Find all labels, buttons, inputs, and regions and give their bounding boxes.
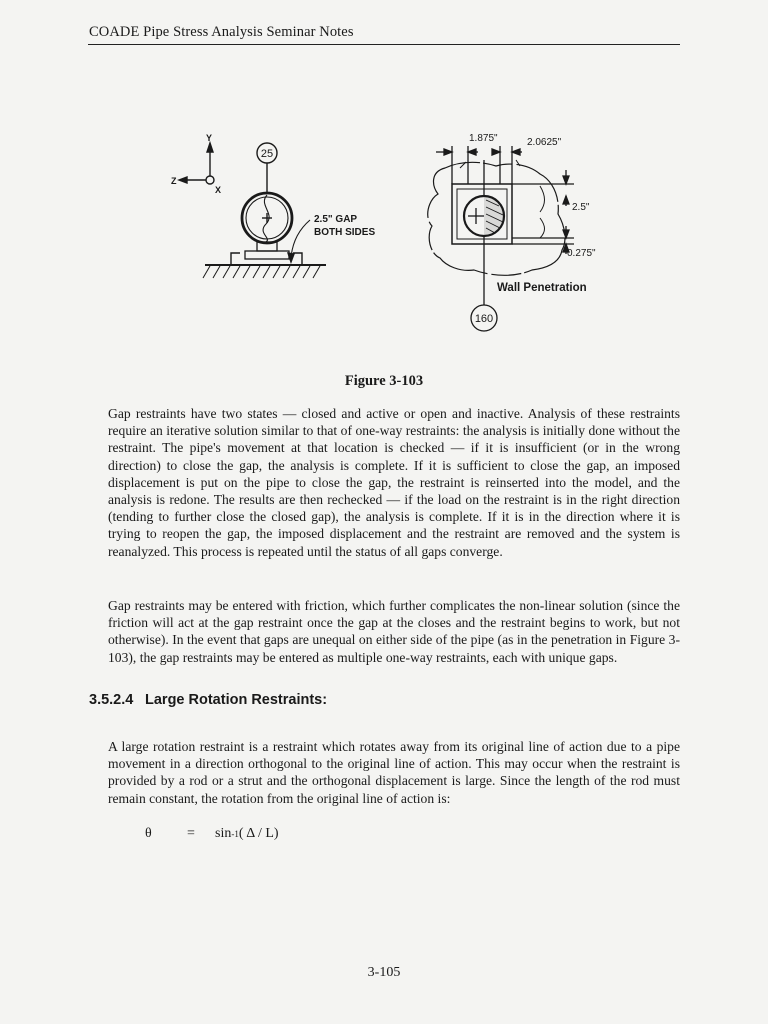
section-number: 3.5.2.4 [89,692,134,708]
equation-arguments: ( Δ / L) [238,826,279,841]
dim-25: 2.5" [572,202,590,213]
section-title: Large Rotation Restraints: [145,692,328,708]
axis-x-label: X [215,185,222,195]
running-header: COADE Pipe Stress Analysis Seminar Notes [89,24,354,40]
equation-symbol: θ [145,826,152,841]
figure-3-103 [0,0,768,370]
wall-penetration-drawing [428,146,574,331]
node-number-25: 25 [260,148,274,160]
dim-20625: 2.0625" [527,137,562,148]
paragraph-gap-friction: Gap restraints may be entered with friction, which further complicates the non-linear solution (since the friction will act at the gap restraint once the gap at the closes and the restraint begins to work, but not otherwise). In the event that gaps are unequal on either side of the pipe (as in the penetration in Figure 3-103), the gap restraints may be entered as multiple one-way restraints, each with unique gaps. [108,598,680,665]
paragraph-gap-states: Gap restraints have two states — closed and active or open and inactive. Analysis of these restraints require an iterative solution similar to that of one-way restraints: the analysis is initially done without the restraint. The pipe's movement at that location is checked — if it is insufficient (or in the wrong direction) to close the gap, the analysis is complete. If it is sufficient to close the gap, an imposed displacement is put on the pipe to close the gap, the restraint is reinserted into the model, and the analysis is redone. The results are then rechecked — if the load on the restraint is in the right direction (tending to further close the closed gap), the analysis is complete. If it is in the direction where it is trying to reopen the gap, the imposed displacement and the restraint are removed and the system is reanalyzed. This process is repeated until the status of all gaps converge. [108,406,680,559]
figure-caption: Figure 3-103 [344,373,424,389]
equation-equals: = [187,826,195,841]
node-number-160: 160 [474,313,494,325]
section-heading [89,692,327,708]
axis-triad-icon [179,143,214,184]
gap-label-line2: BOTH SIDES [314,227,376,238]
dim-0275: 0.275" [567,248,596,259]
axis-z-label: Z [171,176,177,186]
paragraph-large-rotation: A large rotation restraint is a restraint which rotates away from its original line of action due to a pipe movement in a direction orthogonal to the original line of action. This may occur when the restraint is provided by a rod or a strut and the orthogonal displacement is large. Since the length of the rod must remain constant, the rotation from the original line of action is: [108,739,680,806]
dim-1875: 1.875" [469,133,498,144]
axis-y-label: Y [206,133,213,143]
wall-penetration-label: Wall Penetration [497,282,587,294]
pipe-support-drawing [179,143,326,278]
equation-function: sin [215,826,232,841]
page-number: 3-105 [367,965,401,980]
gap-label-line1: 2.5" GAP [314,214,358,225]
rotation-equation: θ = sin -1 ( Δ / L) [145,826,279,841]
